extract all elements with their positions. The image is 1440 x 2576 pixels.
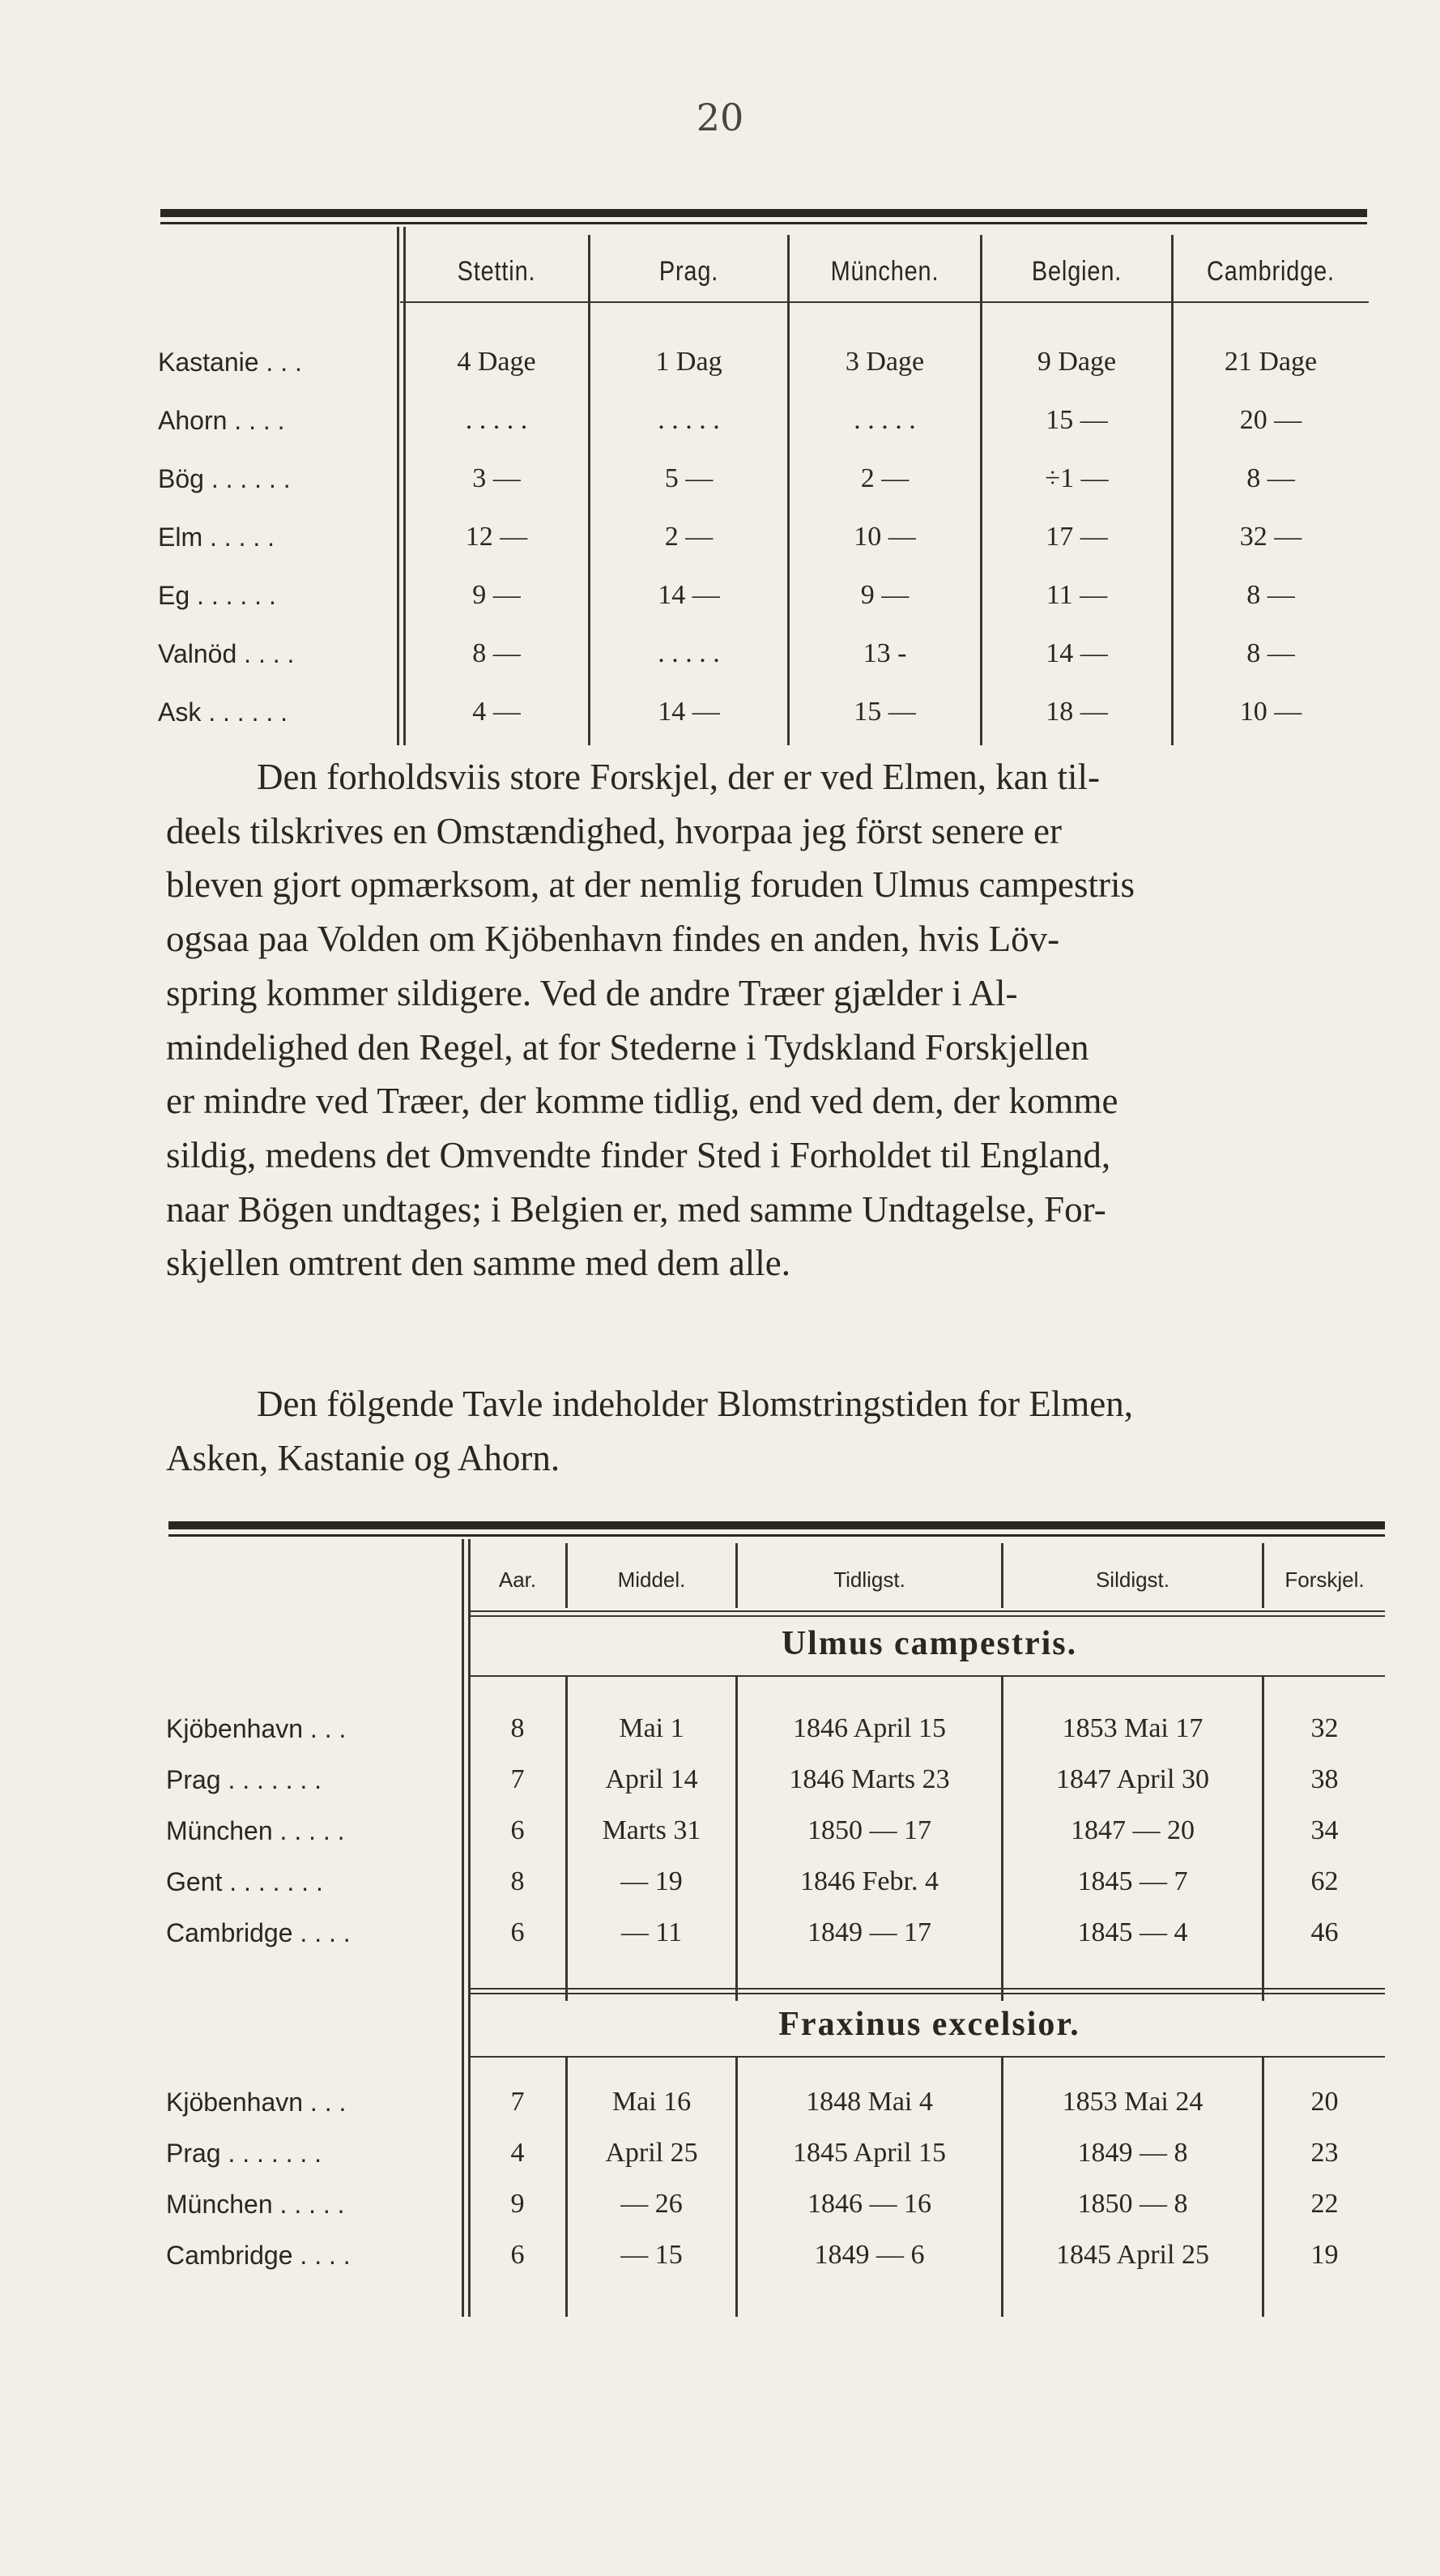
- table-cell: 1848 Mai 4: [806, 2087, 933, 2117]
- page-number: 20: [696, 96, 744, 139]
- table-cell: 34: [1310, 1815, 1339, 1845]
- table-cell: 17 —: [1046, 522, 1108, 552]
- row-label: Prag . . . . . . .: [166, 2139, 322, 2168]
- row-label: Cambridge . . . .: [166, 2241, 351, 2270]
- text-line: mindelighed den Regel, at for Stederne i Tydskland Forskjellen: [166, 1026, 1089, 1068]
- table2-header-rule: [470, 1610, 1385, 1612]
- table-cell: 1846 — 16: [807, 2189, 931, 2219]
- table-cell: 4 Dage: [457, 347, 536, 377]
- text-line: Den fölgende Tavle indeholder Blomstringstiden for Elmen,: [257, 1384, 1134, 1424]
- table-cell: 46: [1310, 1917, 1339, 1947]
- table2-header-sildigst: Sildigst.: [1095, 1567, 1170, 1592]
- table-cell: 9 —: [860, 580, 910, 610]
- table-cell: 8 —: [1246, 638, 1295, 668]
- table-cell: 12 —: [465, 522, 528, 552]
- table-cell: 18 —: [1046, 697, 1108, 727]
- table-cell: 11 —: [1046, 580, 1108, 610]
- table-cell: 9 Dage: [1037, 347, 1117, 377]
- row-label: Valnöd . . . .: [158, 639, 295, 668]
- table2-header-aar: Aar.: [498, 1567, 537, 1592]
- table-cell: 1846 Marts 23: [789, 1764, 950, 1794]
- text-line: bleven gjort opmærksom, at der nemlig foruden Ulmus campestris: [166, 864, 1135, 906]
- table-cell: 1845 — 4: [1077, 1917, 1188, 1947]
- table-cell: — 26: [620, 2189, 683, 2219]
- table-cell: 15 —: [854, 697, 916, 727]
- row-label: Cambridge . . . .: [166, 1918, 351, 1947]
- row-label: Prag . . . . . . .: [166, 1765, 322, 1794]
- section-title-fraxinus: Fraxinus excelsior.: [778, 2006, 1080, 2043]
- section-rule: [470, 1993, 1385, 1994]
- table-cell: 1847 April 30: [1056, 1764, 1209, 1794]
- table2-header-middel: Middel.: [617, 1567, 686, 1592]
- table-cell: . . . . .: [854, 405, 916, 435]
- table-cell: 15 —: [1046, 405, 1108, 435]
- text-line: spring kommer sildigere. Ved de andre Træer gjælder i Al-: [166, 972, 1018, 1013]
- table-cell: . . . . .: [465, 405, 528, 435]
- table-cell: 1846 Febr. 4: [800, 1866, 939, 1896]
- table-row: [0, 680, 1440, 744]
- section-rule: [470, 1675, 1385, 1677]
- row-label: Bög . . . . . .: [158, 464, 291, 493]
- table-cell: 19: [1310, 2240, 1339, 2270]
- table-cell: April 25: [605, 2138, 698, 2168]
- table-cell: 8 —: [1246, 580, 1295, 610]
- table-cell: 1 Dag: [655, 347, 722, 377]
- table-row: [0, 505, 1440, 569]
- table-cell: 38: [1310, 1764, 1339, 1794]
- table-cell: 1850 — 8: [1077, 2189, 1188, 2219]
- table-cell: 20 —: [1239, 405, 1302, 435]
- table-cell: ÷1 —: [1045, 463, 1109, 493]
- table-cell: 8 —: [1246, 463, 1295, 493]
- table-cell: 3 —: [472, 463, 521, 493]
- table-cell: 4: [510, 2138, 525, 2168]
- row-label: Gent . . . . . . .: [166, 1867, 323, 1896]
- table-cell: 20: [1310, 2087, 1339, 2117]
- table-cell: 9: [510, 2189, 525, 2219]
- text-line: naar Bögen undtages; i Belgien er, med samme Undtagelse, For-: [166, 1188, 1106, 1230]
- table2-header-forskjel: Forskjel.: [1284, 1567, 1365, 1592]
- table-cell: . . . . .: [658, 638, 720, 668]
- text-line: skjellen omtrent den samme med dem alle.: [166, 1243, 791, 1284]
- table-cell: 23: [1310, 2138, 1339, 2168]
- table-cell: — 19: [620, 1866, 683, 1896]
- table1-header-stettin: Stettin.: [457, 256, 536, 287]
- table-cell: 13 -: [863, 638, 907, 668]
- row-label: Kjöbenhavn . . .: [166, 2088, 347, 2117]
- table-cell: 32: [1310, 1713, 1339, 1743]
- section-rule: [470, 1988, 1385, 1990]
- table-cell: 2 —: [860, 463, 910, 493]
- table-cell: 2 —: [664, 522, 714, 552]
- row-label: München . . . . .: [166, 1816, 345, 1845]
- body-paragraph: [166, 1377, 1381, 1485]
- text-line: er mindre ved Træer, der komme tidlig, end ved dem, der komme: [166, 1081, 1118, 1122]
- table-cell: 8: [510, 1713, 525, 1743]
- table-cell: 8: [510, 1866, 525, 1896]
- text-line: Asken, Kastanie og Ahorn.: [166, 1437, 560, 1478]
- table-cell: 1846 April 15: [793, 1713, 946, 1743]
- row-label: Elm . . . . .: [158, 522, 275, 552]
- table-cell: 1853 Mai 24: [1062, 2087, 1204, 2117]
- table-cell: 32 —: [1239, 522, 1302, 552]
- table-cell: 1850 — 17: [807, 1815, 931, 1845]
- table-cell: — 15: [620, 2240, 683, 2270]
- table-cell: 1845 April 25: [1056, 2240, 1209, 2270]
- table-cell: 6: [510, 1815, 525, 1845]
- table-cell: 22: [1310, 2189, 1339, 2219]
- table-cell: 8 —: [472, 638, 521, 668]
- table-row: [0, 388, 1440, 453]
- table-cell: 14 —: [658, 580, 720, 610]
- table-row: [0, 446, 1440, 511]
- table1-header-cambridge: Cambridge.: [1207, 256, 1335, 287]
- table-cell: 7: [510, 1764, 525, 1794]
- table-cell: 1849 — 8: [1077, 2138, 1188, 2168]
- table-cell: 1845 — 7: [1077, 1866, 1188, 1896]
- table-cell: — 11: [620, 1917, 683, 1947]
- table-cell: 6: [510, 2240, 525, 2270]
- text-line: ogsaa paa Volden om Kjöbenhavn findes en anden, hvis Löv-: [166, 919, 1060, 960]
- table-cell: 6: [510, 1917, 525, 1947]
- section-title-ulmus: Ulmus campestris.: [781, 1625, 1078, 1662]
- table-cell: 9 —: [472, 580, 521, 610]
- table-cell: Mai 1: [619, 1713, 684, 1743]
- table2-header-rule: [470, 1615, 1385, 1617]
- section-rule: [470, 2056, 1385, 2058]
- row-label: Ahorn . . . .: [158, 406, 285, 435]
- table1-top-rule: [160, 209, 1367, 217]
- table-cell: 14 —: [1046, 638, 1108, 668]
- table1-header-rule: [400, 301, 1369, 303]
- table-cell: Mai 16: [611, 2087, 692, 2117]
- table-cell: 7: [510, 2087, 525, 2117]
- table-cell: 10 —: [1239, 697, 1302, 727]
- table-cell: Marts 31: [602, 1815, 701, 1845]
- table-cell: 3 Dage: [845, 347, 925, 377]
- table-cell: 1849 — 17: [807, 1917, 931, 1947]
- table2-header-tidligst: Tidligst.: [833, 1567, 905, 1592]
- row-label: Kjöbenhavn . . .: [166, 1714, 347, 1743]
- table2-top-rule: [168, 1521, 1385, 1529]
- table1-header-belgien: Belgien.: [1031, 256, 1123, 287]
- table-cell: 21 Dage: [1224, 347, 1318, 377]
- row-label: München . . . . .: [166, 2190, 345, 2219]
- text-line: Den forholdsviis store Forskjel, der er ved Elmen, kan til-: [257, 757, 1101, 797]
- table-cell: 10 —: [854, 522, 916, 552]
- text-line: sildig, medens det Omvendte finder Sted i Forholdet til England,: [166, 1134, 1111, 1175]
- body-paragraph: [166, 750, 1381, 1290]
- table-cell: 14 —: [658, 697, 720, 727]
- row-label: Ask . . . . . .: [158, 697, 288, 727]
- table2-top-rule-thin: [168, 1534, 1385, 1537]
- table-row: [0, 563, 1440, 628]
- table-cell: April 14: [605, 1764, 698, 1794]
- table-row: [0, 1903, 1440, 1963]
- table-cell: . . . . .: [658, 405, 720, 435]
- row-label: Eg . . . . . .: [158, 581, 276, 610]
- table-cell: 1853 Mai 17: [1062, 1713, 1204, 1743]
- table-cell: 5 —: [664, 463, 714, 493]
- table1-top-rule-thin: [160, 222, 1367, 224]
- text-line: deels tilskrives en Omstændighed, hvorpaa jeg först senere er: [166, 810, 1062, 851]
- table-row: [0, 2225, 1440, 2285]
- table-cell: 62: [1310, 1866, 1339, 1896]
- row-label: Kastanie . . .: [158, 348, 302, 377]
- table-cell: 1849 — 6: [814, 2240, 925, 2270]
- table-row: [0, 330, 1440, 395]
- table-cell: 4 —: [472, 697, 521, 727]
- table1-header-prag: Prag.: [658, 256, 719, 287]
- table-cell: 1847 — 20: [1071, 1815, 1195, 1845]
- table-row: [0, 621, 1440, 686]
- table-cell: 1845 April 15: [793, 2138, 946, 2168]
- table1-header-munchen: München.: [830, 256, 939, 287]
